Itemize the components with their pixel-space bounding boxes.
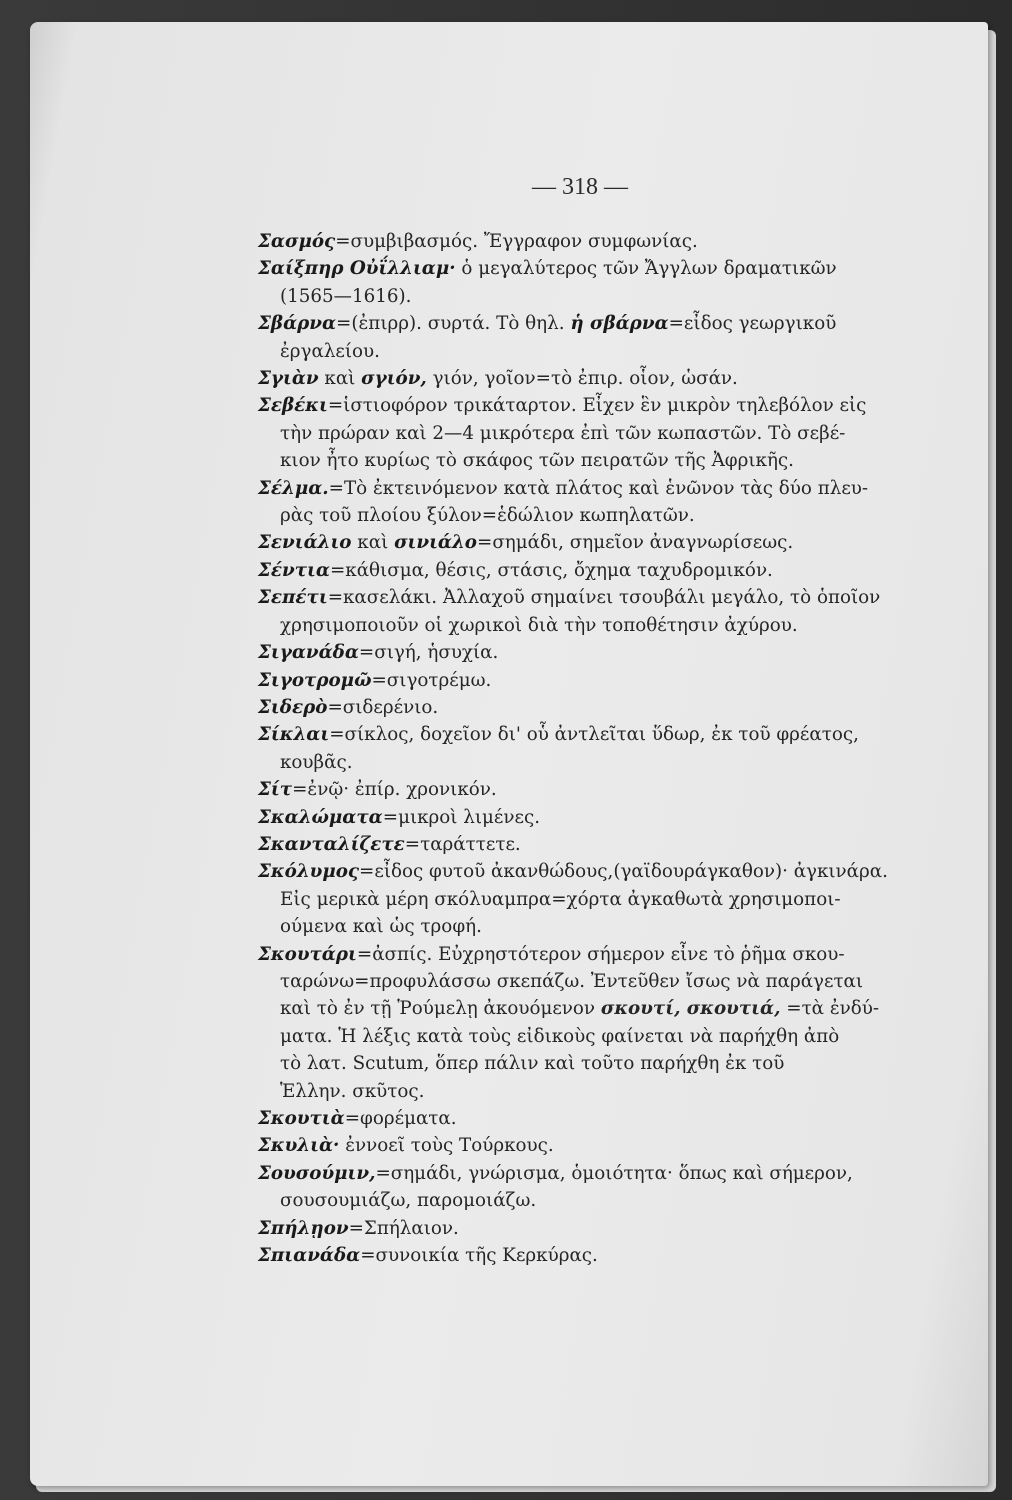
headword: Σκυλιὰ· xyxy=(258,1135,340,1157)
headword: Σκουτάρι xyxy=(258,943,357,965)
definition: =σιγοτρέμω. xyxy=(371,669,492,691)
definition: καὶ xyxy=(318,368,362,390)
headword: Σιγοτρομῶ xyxy=(258,669,372,691)
glossary-entries xyxy=(258,228,934,1269)
definition: =(ἐπιρρ). συρτά. Τὸ θηλ. xyxy=(336,313,571,335)
definition-continued: σουσουμιάζω, παρομοιάζω. xyxy=(280,1190,537,1212)
definition: =σιδερένιο. xyxy=(327,696,439,718)
definition: =σημάδι, σημεῖον ἀναγνωρίσεως. xyxy=(477,532,794,554)
definition-continued: Εἰς μερικὰ μέρη σκόλυαμπρα=χόρτα ἀγκαθωτὰ χρησιμοποι- xyxy=(280,888,841,910)
definition-continued: Ἑλλην. σκῦτος. xyxy=(280,1080,425,1102)
headword: Σέλμα. xyxy=(258,477,329,499)
headword-variant: σινιάλο xyxy=(394,532,477,554)
definition-continued: (1565—1616). xyxy=(280,285,412,307)
definition: =σημάδι, γνώρισμα, ὁμοιότητα· ὅπως καὶ σήμερον, xyxy=(375,1162,853,1184)
entry-siganada xyxy=(258,639,934,666)
definition: =ἀσπίς. Εὐχρηστότερον σήμερον εἶνε τὸ ῥῆμα σκου- xyxy=(356,943,845,965)
definition: =Σπήλαιον. xyxy=(348,1217,459,1239)
entry-sit xyxy=(258,776,934,803)
entry-skolymos xyxy=(258,858,934,940)
definition: =μικροὶ λιμένες. xyxy=(382,806,541,828)
definition-continued: ἐργαλείου. xyxy=(280,340,380,362)
definition: καὶ xyxy=(351,532,395,554)
headword: Σουσούμιν, xyxy=(258,1162,376,1184)
definition-continued: κουβᾶς. xyxy=(280,751,353,773)
entry-sasmos xyxy=(258,228,934,255)
headword: Σγιὰν xyxy=(258,368,319,390)
definition-continued: τὴν πρώραν καὶ 2—4 μικρότερα ἐπὶ τῶν κωπαστῶν. Τὸ σεβέ- xyxy=(280,422,846,444)
entry-selma xyxy=(258,475,934,530)
definition: =Τὸ ἐκτεινόμενον κατὰ πλάτος καὶ ἑνῶνον τὰς δύο πλευ- xyxy=(328,477,869,499)
entry-sentia xyxy=(258,557,934,584)
headword-variant: σγιόν, xyxy=(361,368,427,390)
definition: =σίκλος, δοχεῖον δι' οὗ ἀντλεῖται ὕδωρ, ἐκ τοῦ φρέατος, xyxy=(329,724,859,746)
definition: =συμβιβασμός. Ἔγγραφον συμφωνίας. xyxy=(335,231,698,252)
document-page xyxy=(30,22,988,1486)
entry-spianada xyxy=(258,1242,934,1269)
definition-continued xyxy=(258,995,934,1022)
definition-continued: ταρώνω=προφυλάσσω σκεπάζω. Ἐντεῦθεν ἴσως νὰ παράγεται xyxy=(280,970,864,992)
definition: =ἱστιοφόρον τρικάταρτον. Εἶχεν ἓν μικρὸν τηλεβόλον εἰς xyxy=(327,395,867,417)
definition-part: καὶ τὸ ἐν τῇ Ῥούμελῃ ἀκουόμενον xyxy=(280,998,601,1020)
entry-shakespeare xyxy=(258,255,934,310)
definition: ὁ μεγαλύτερος τῶν Ἄγγλων δραματικῶν xyxy=(455,258,837,280)
emphasized-term: σκουτί, σκουτιά, xyxy=(600,998,781,1020)
definition-continued: κιον ἦτο κυρίως τὸ σκάφος τῶν πειρατῶν τῆς Ἀφρικῆς. xyxy=(280,450,794,472)
headword: Σκόλυμος xyxy=(258,861,360,883)
entry-skoutia xyxy=(258,1105,934,1132)
headword: Σίτ xyxy=(258,779,293,801)
definition: =εἶδος φυτοῦ ἀκανθώδους,(γαϊδουράγκαθον)· ἀγκινάρα. xyxy=(359,861,888,883)
entry-sgian xyxy=(258,365,934,392)
headword: Σκαλώματα xyxy=(258,806,383,828)
headword: Σβάρνα xyxy=(258,313,337,335)
definition-continued: τὸ λατ. Scutum, ὅπερ πάλιν καὶ τοῦτο παρήχθη ἐκ τοῦ xyxy=(280,1053,785,1075)
entry-skalomata xyxy=(258,804,934,831)
headword: Σεβέκι xyxy=(258,395,328,417)
definition-part: =τὰ ἐνδύ- xyxy=(780,998,880,1020)
entry-siklai xyxy=(258,721,934,776)
definition: =κάθισμα, θέσις, στάσις, ὄχημα ταχυδρομικόν. xyxy=(329,559,773,581)
entry-sidero xyxy=(258,694,934,721)
entry-sousoumin xyxy=(258,1160,934,1215)
entry-skylia xyxy=(258,1132,934,1159)
definition: =εἶδος γεωργικοῦ xyxy=(668,313,837,335)
headword: Σαίξπηρ Οὐΐλλιαμ· xyxy=(258,258,456,280)
entry-senialio xyxy=(258,529,934,556)
definition: γιόν, γοῖον=τὸ ἐπιρ. οἷον, ὡσάν. xyxy=(426,368,738,390)
definition: =συνοικία τῆς Κερκύρας. xyxy=(360,1245,598,1267)
definition-continued: ματα. Ἡ λέξις κατὰ τοὺς εἰδικοὺς φαίνεται νὰ παρήχθη ἀπὸ xyxy=(280,1025,840,1047)
entry-sebeki xyxy=(258,392,934,474)
entry-svarna xyxy=(258,310,934,365)
page-number: — 318 — xyxy=(532,174,628,200)
definition: =ταράττετε. xyxy=(404,833,521,855)
headword: Σέντια xyxy=(258,559,330,581)
headword: Σιδερὸ xyxy=(258,696,328,718)
headword: Σίκλαι xyxy=(258,724,330,746)
entry-sigotromo xyxy=(258,667,934,694)
headword: Σκανταλίζετε xyxy=(258,833,405,855)
headword: Σπιανάδα xyxy=(258,1245,361,1267)
headword: Σενιάλιο xyxy=(258,532,352,554)
entry-skoutari xyxy=(258,941,934,1105)
definition-continued: χρησιμοποιοῦν οἱ χωρικοὶ διὰ τὴν τοποθέτησιν ἀχύρου. xyxy=(280,614,798,636)
headword: Σπήλῃον xyxy=(258,1217,349,1239)
headword: Σασμός xyxy=(258,231,336,252)
entry-skantalizete xyxy=(258,831,934,858)
definition-continued: ρὰς τοῦ πλοίου ξύλον=ἑδώλιον κωπηλατῶν. xyxy=(280,505,695,527)
definition: ἐννοεῖ τοὺς Τούρκους. xyxy=(339,1135,554,1157)
definition: =κασελάκι. Ἀλλαχοῦ σημαίνει τσουβάλι μεγάλο, τὸ ὁποῖον xyxy=(327,587,881,609)
definition: =σιγή, ἡσυχία. xyxy=(358,642,499,664)
headword: Σιγανάδα xyxy=(258,642,359,664)
definition: =φορέματα. xyxy=(344,1108,457,1129)
definition: =ἐνῷ· ἐπίρ. χρονικόν. xyxy=(292,779,497,801)
headword: Σεπέτι xyxy=(258,587,328,609)
headword: Σκουτιὰ xyxy=(258,1108,345,1129)
headword-variant: ἡ σβάρνα xyxy=(570,313,669,335)
entry-spilion xyxy=(258,1215,934,1242)
entry-sepeti xyxy=(258,584,934,639)
definition-continued: ούμενα καὶ ὡς τροφή. xyxy=(280,916,482,938)
